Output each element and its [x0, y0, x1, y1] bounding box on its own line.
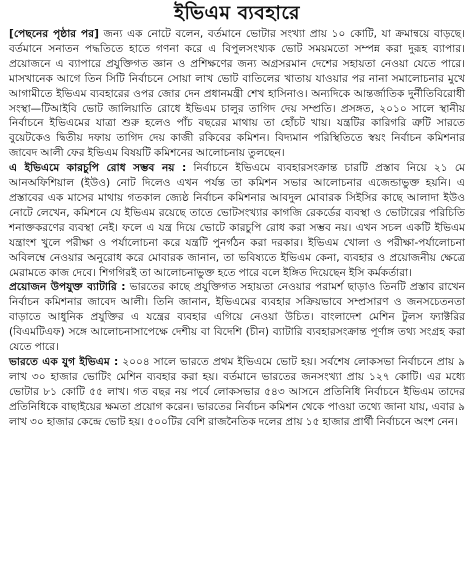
article-paragraph-3 [9, 280, 465, 355]
article-paragraph-1 [9, 27, 465, 161]
paragraph-text: জন্য এক নোটে বলেন, বর্তমানে ভোটার সংখ্যা প্রায় ১০ কোটি, যা ক্রমান্বয়ে বাড়ছে। বর্তমানে সনাতন পদ্ধতিতে হাতে গণনা করে এ বিপুলসংখ্যক ভোট সময়মতো সম্পন্ন করা দুরূহ ব্যাপার। প্রয়োজনে এ ব্যাপারে প্রযুক্তিগত জ্ঞান ও প্রশিক্ষণের জন্য অগ্রসরমান দেশের সহায়তা নেওয়া যেতে পারে। মাসখানেক আগে তিন সিটি নির্বাচনে সোয়া লাখ ভোট বাতিলের খাতায় যাওয়ার পর নানা সমালোচনার মুখে আগামীতে ইভিএম ব্যবহারের ওপর জোর দেন প্রধানমন্ত্রী শেখ হাসিনাও। অন্যদিকে আন্তর্জাতিক দুর্নীতিবিরোধী সংস্থা—টিআইবি ভোট জালিয়াতি রোধে ইভিএম চালুর তাগিদ দেয় সম্প্রতি। প্রসঙ্গত, ২০১০ সালে স্থানীয় নির্বাচনে ইভিএমের যাত্রা শুরু হলেও পাঁচ বছরের মাথায় তা হোঁচট খায়। যন্ত্রটির কারিগরি ত্রুটি সারতে বুয়েটকেও দ্বিতীয় দফায় তাগিদ দেয় কাজী রকিবের কমিশন। বিদ্যমান পরিস্থিতিতে স্বয়ং নির্বাচন কমিশনার জাবেদ আলী ফের ইভিএম বিষয়টি কমিশনের আলোচনায় তুলছেন। [9, 28, 465, 160]
subheading-evm-rigging: এ ইভিএমে কারচুপি রোধ সম্ভব নয় : [9, 162, 187, 175]
paragraph-text: ভারতের কাছে প্রযুক্তিগত সহায়তা নেওয়ার পরামর্শ ছাড়াও তিনটি প্রস্তাব রাখেন নির্বাচন কমিশনার জাবেদ আলী। তিনি জানান, ইভিএমের ব্যবহার সক্রিয়ভাবে সম্প্রসারণ ও জনসচেতনতা বাড়াতে আধুনিক প্রযুক্তির এ যন্ত্রের ব্যবহার এগিয়ে নেওয়া উচিত। বাংলাদেশ মেশিন টুলস ফ্যাক্টরির (বিএমটিএফ) সঙ্গে আলোচনাসাপেক্ষে দেশীয় বা বিদেশি (চীন) ব্যাটারি ব্যবহারসংক্রান্ত পূর্ণাঙ্গ তথ্য সংগ্রহ করা যেতে পারে। [9, 281, 466, 354]
continuation-marker: [পেছনের পৃষ্ঠার পর] [9, 28, 99, 40]
article-paragraph-4 [9, 355, 465, 430]
subheading-india-evm: ভারতে এক যুগ ইভিএম : [9, 355, 119, 368]
article-headline: ইভিএম ব্যবহারে [174, 2, 300, 24]
paragraph-text: ২০০৪ সালে ভারতে প্রথম ইভিএমে ভোট হয়। সর্বশেষ লোকসভা নির্বাচনে প্রায় ৯ লাখ ৩০ হাজার ভোটিং মেশিন ব্যবহার করা হয়। বর্তমানে ভারতের জনসংখ্যা প্রায় ১২৭ কোটি। এর মধ্যে ভোটার ৮১ কোটি ৫৫ লাখ। গত বছর নয় পর্বে লোকসভার ৫৪৩ আসনে প্রতিনিধি নির্বাচনে ইভিএম তাদের প্রতিনিধিকে বাছাইয়ের ক্ষমতা প্রয়োগ করেন। ভারতের নির্বাচন কমিশন থেকে পাওয়া তথ্যে জানা যায়, এবার ৯ লাখ ৩০ হাজার কেন্দ্রে ভোট হয়। ৫০০টির বেশি রাজনৈতিক দলের প্রায় ১৫ হাজার প্রার্থী নির্বাচনে অংশ নেন। [9, 355, 465, 428]
article-paragraph-2 [9, 161, 465, 280]
paragraph-text: নির্বাচনে ইভিএমে ব্যবহারসংক্রান্ত চারটি প্রস্তাব নিয়ে ২১ মে আনঅফিশিয়াল (ইউও) নোট দিলেও এখন পর্যন্ত তা কমিশন সভার আলোচনার এজেন্ডাভুক্ত হয়নি। এ প্রস্তাবের এক মাসের মাথায় গতকাল জ্যেষ্ঠ নির্বাচন কমিশনার আবদুল মোবারক সিইসির কাছে আলাদা ইউও নোটে লেখেন, কমিশনে যে ইভিএম রয়েছে তাতে ভোটসংখ্যার কাগজি রেকর্ডের ব্যবস্থা ও ভোটারের পরিচিতি শনাক্তকরণের ব্যবস্থা নেই। ফলে এ যন্ত্র দিয়ে ভোটে কারচুপি রোধ করা সম্ভব নয়। এখন সচল একটি ইভিএম যন্ত্রাংশ খুলে পরীক্ষা ও পর্যালোচনা করে যন্ত্রটি পুনর্গঠন করা দরকার। ইভিএম খোলা ও পরীক্ষা-পর্যালোচনা অবিলম্বে নেওয়ার অনুরোধ করে মোবারক জানান, তা ভবিষ্যতে ইভিএম কেনা, ব্যবহার ও প্রয়োজনীয় ক্ষেত্রে মেরামতে কাজ দেবে। শিগগিরই তা আলোচনাভুক্ত হতে পারে বলে ইঙ্গিত দিয়েছেন ইসি কর্মকর্তারা। [9, 162, 465, 279]
subheading-battery: প্রয়োজন উপযুক্ত ব্যাটারি : [9, 281, 126, 294]
